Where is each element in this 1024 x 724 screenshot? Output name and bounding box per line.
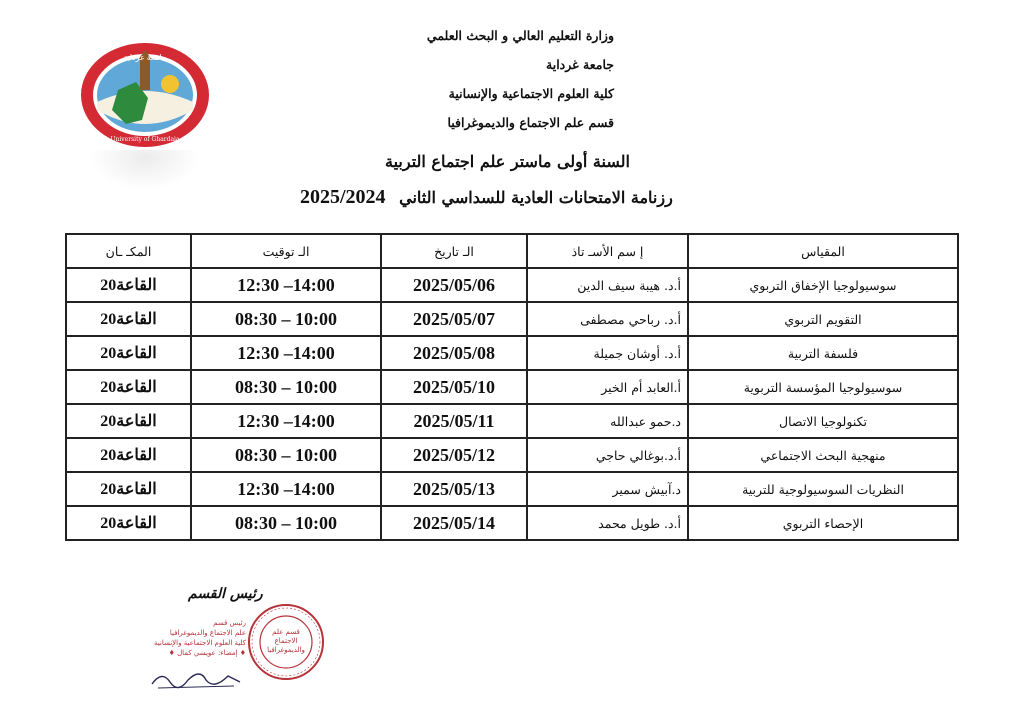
date-cell: 2025/05/08 — [381, 336, 527, 370]
logo-top-text: جامعة غرداية — [123, 53, 167, 62]
room-cell: القاعة20 — [66, 438, 191, 472]
date-cell: 2025/05/14 — [381, 506, 527, 540]
rectangular-stamp — [126, 618, 246, 658]
table-row — [66, 268, 958, 302]
module-cell: الإحصاء التربوي — [688, 506, 958, 540]
date-cell: 2025/05/11 — [381, 404, 527, 438]
module-cell: تكنولوجيا الاتصال — [688, 404, 958, 438]
table-header-row — [66, 234, 958, 268]
module-cell: فلسفة التربية — [688, 336, 958, 370]
time-cell: 08:30 – 10:00 — [191, 370, 381, 404]
header-professor: إ سم الأسـ تاذ — [527, 234, 688, 268]
time-cell: 08:30 – 10:00 — [191, 302, 381, 336]
professor-cell: أ.د. هيبة سيف الدين — [527, 268, 688, 302]
ministry-line: وزارة التعليم العالي و البحث العلمي — [426, 28, 614, 43]
room-cell: القاعة20 — [66, 302, 191, 336]
faculty-line: كلية العلوم الاجتماعية والإنسانية — [448, 86, 614, 101]
table-row — [66, 472, 958, 506]
time-cell: 12:30 –14:00 — [191, 472, 381, 506]
date-cell: 2025/05/07 — [381, 302, 527, 336]
date-cell: 2025/05/13 — [381, 472, 527, 506]
room-cell: القاعة20 — [66, 336, 191, 370]
module-cell: التقويم التربوي — [688, 302, 958, 336]
room-cell: القاعة20 — [66, 404, 191, 438]
date-cell: 2025/05/10 — [381, 370, 527, 404]
header-time: الـ توقيت — [191, 234, 381, 268]
table-row — [66, 302, 958, 336]
exam-schedule-title — [300, 186, 673, 209]
table-row — [66, 404, 958, 438]
time-cell: 12:30 –14:00 — [191, 336, 381, 370]
module-cell: منهجية البحث الاجتماعي — [688, 438, 958, 472]
time-cell: 08:30 – 10:00 — [191, 506, 381, 540]
stamp-line: علم الاجتماع والديموغرافيا — [169, 629, 246, 637]
professor-cell: أ.العابد أم الخير — [527, 370, 688, 404]
module-cell: سوسيولوجيا المؤسسة التربوية — [688, 370, 958, 404]
title-text: رزنامة الامتحانات العادية للسداسي الثاني — [399, 188, 673, 207]
table-row — [66, 336, 958, 370]
department-head-title: رئيس القسم — [188, 586, 263, 602]
exam-schedule-table — [65, 233, 959, 541]
professor-cell: أ.د. رباحي مصطفى — [527, 302, 688, 336]
room-cell: القاعة20 — [66, 370, 191, 404]
university-logo — [78, 40, 212, 150]
room-cell: القاعة20 — [66, 268, 191, 302]
table-row — [66, 506, 958, 540]
room-cell: القاعة20 — [66, 472, 191, 506]
department-line: قسم علم الاجتماع والديموغرافيا — [447, 115, 614, 130]
date-cell: 2025/05/06 — [381, 268, 527, 302]
header-module: المقياس — [688, 234, 958, 268]
document-header — [427, 28, 614, 144]
logo-bottom-text: University of Ghardaia — [110, 136, 180, 143]
time-cell: 12:30 –14:00 — [191, 268, 381, 302]
module-cell: النظريات السوسيولوجية للتربية — [688, 472, 958, 506]
header-date: الـ تاريخ — [381, 234, 527, 268]
date-cell: 2025/05/12 — [381, 438, 527, 472]
header-room: المكـ ـان — [66, 234, 191, 268]
professor-cell: أ.د.بوغالي حاجي — [527, 438, 688, 472]
round-department-stamp — [246, 602, 326, 682]
program-subtitle: السنة أولى ماستر علم اجتماع التربية — [385, 152, 630, 171]
stamp-line: كلية العلوم الاجتماعية والإنسانية — [154, 639, 246, 647]
professor-cell: د.آبيش سمير — [527, 472, 688, 506]
time-cell: 08:30 – 10:00 — [191, 438, 381, 472]
table-row — [66, 370, 958, 404]
stamp-center-text: قسم علم الاجتماع والديموغرافيا — [267, 628, 305, 654]
professor-cell: أ.د. طويل محمد — [527, 506, 688, 540]
table-row — [66, 438, 958, 472]
time-cell: 12:30 –14:00 — [191, 404, 381, 438]
university-line: جامعة غرداية — [546, 57, 614, 72]
module-cell: سوسيولوجيا الإخفاق التربوي — [688, 268, 958, 302]
stamp-line: رئيس قسم — [213, 619, 246, 627]
room-cell: القاعة20 — [66, 506, 191, 540]
stamp-line: ♦ إمضاء: عويسي كمال ♦ — [168, 649, 246, 657]
professor-cell: د.حمو عبدالله — [527, 404, 688, 438]
academic-year: 2025/2024 — [300, 186, 386, 208]
logo-reflection — [90, 150, 200, 190]
professor-cell: أ.د. أوشان جميلة — [527, 336, 688, 370]
handwritten-signature — [148, 662, 244, 692]
